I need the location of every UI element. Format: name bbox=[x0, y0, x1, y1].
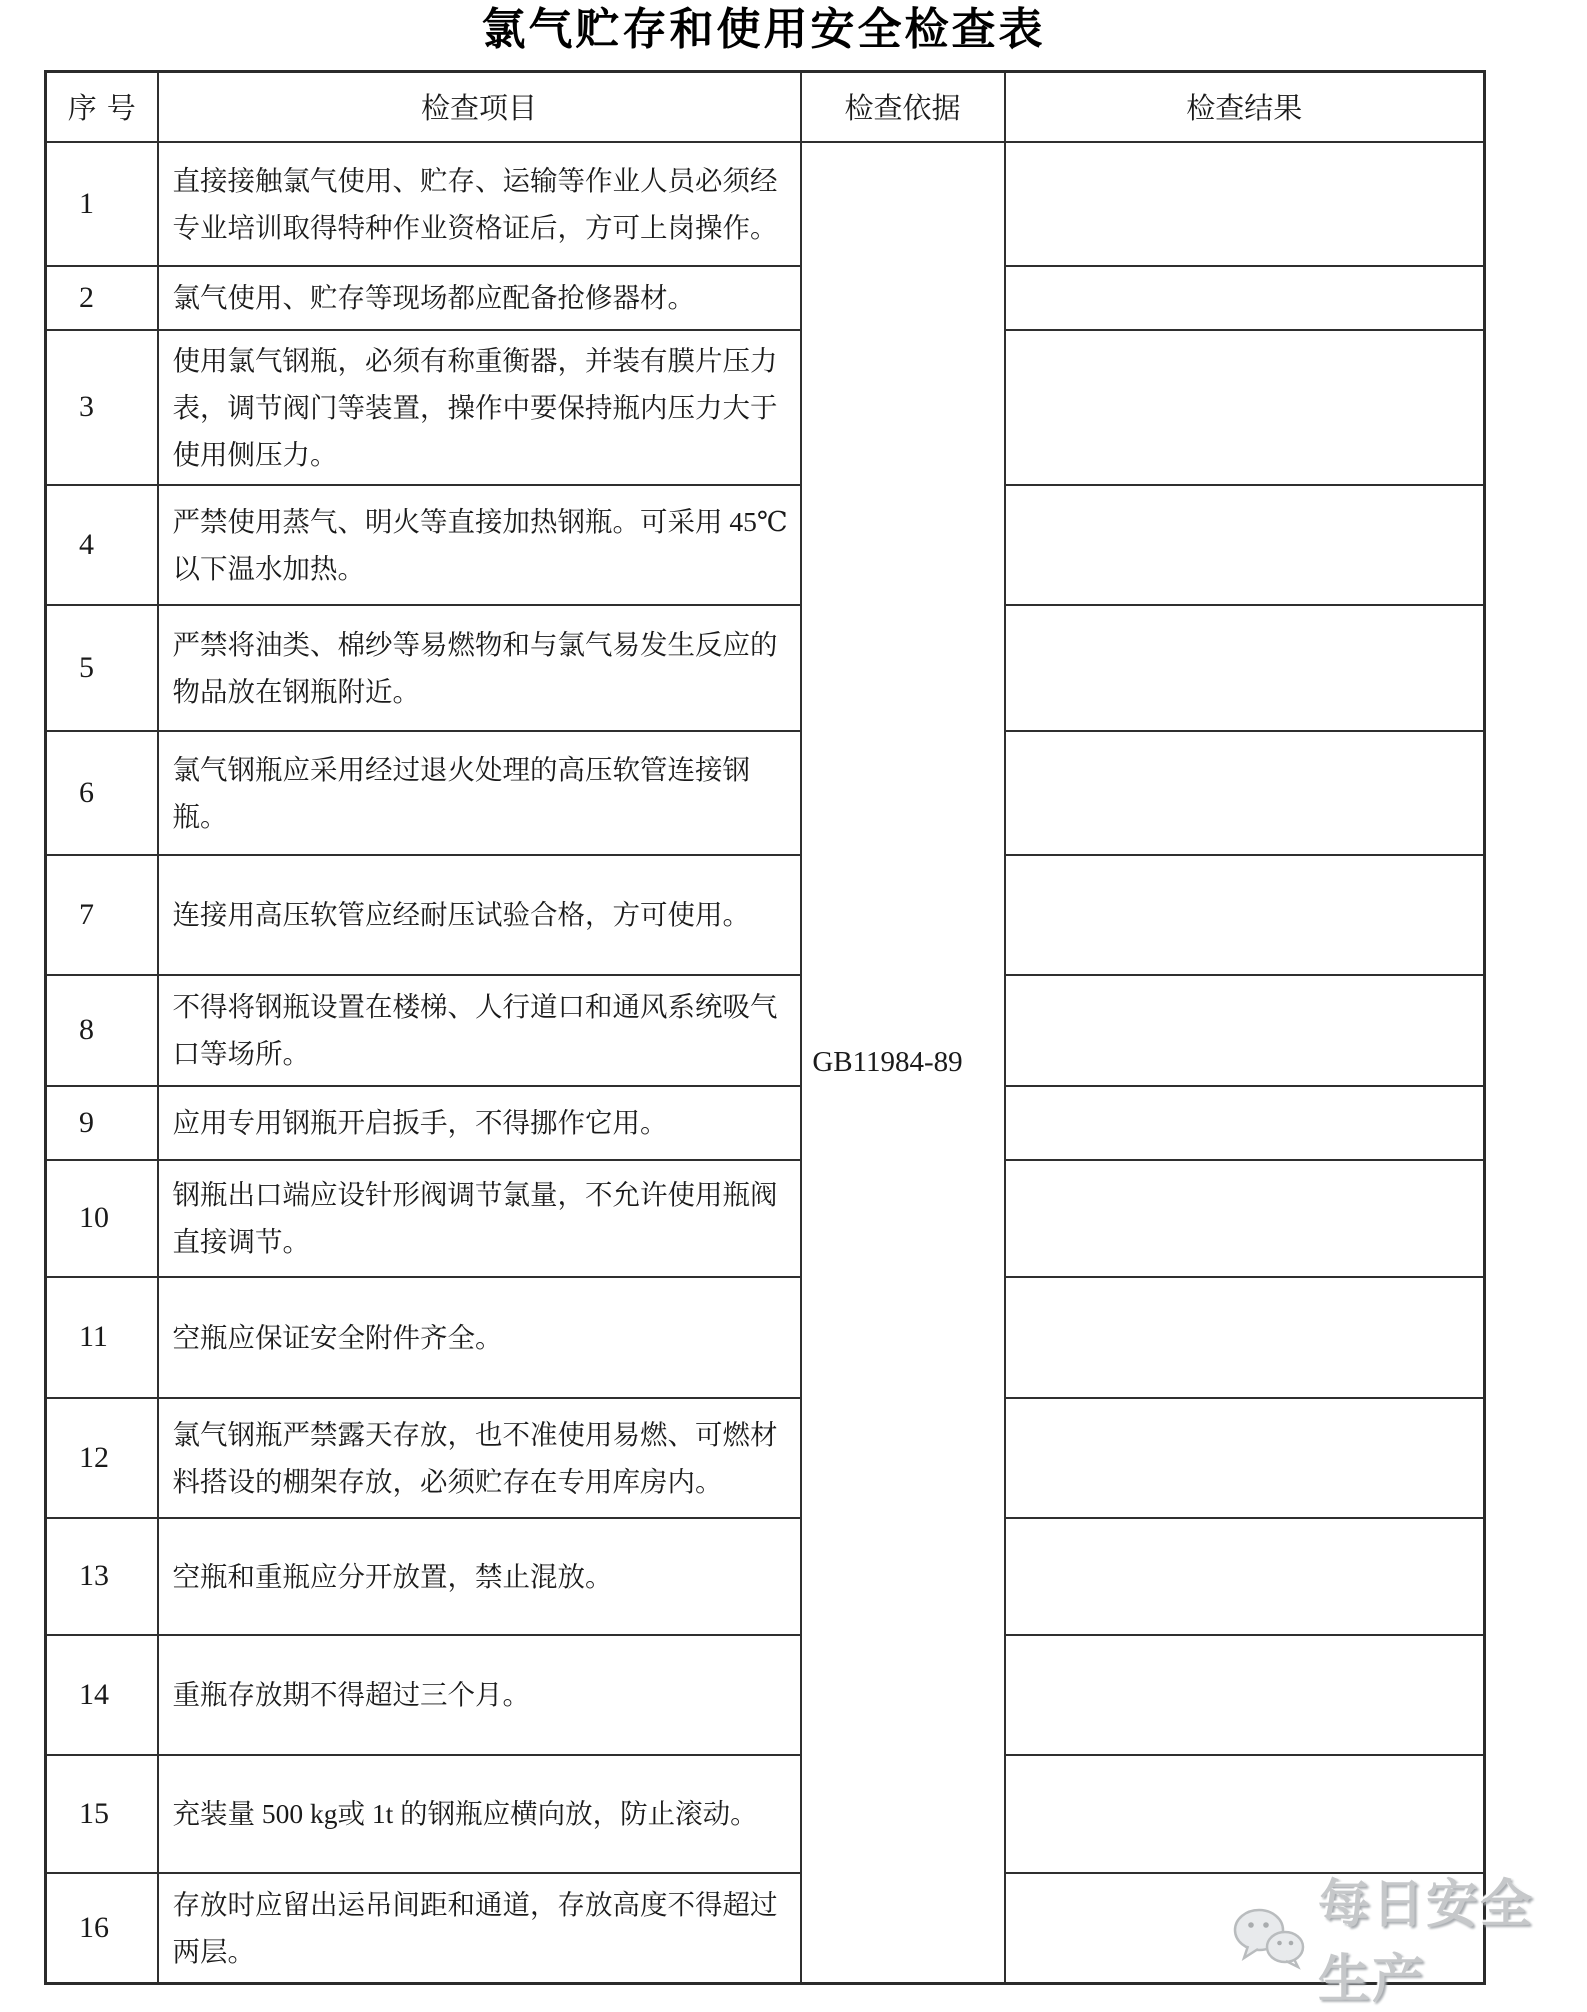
row-number-cell: 15 bbox=[46, 1755, 158, 1873]
table-row bbox=[46, 1873, 1485, 1984]
result-cell bbox=[1005, 731, 1485, 855]
table-row bbox=[46, 142, 1485, 266]
row-number-cell: 12 bbox=[46, 1398, 158, 1518]
item-text-cell: 氯气钢瓶严禁露天存放，也不准使用易燃、可燃材料搭设的棚架存放，必须贮存在专用库房内。 bbox=[158, 1398, 801, 1518]
result-cell bbox=[1005, 975, 1485, 1086]
row-number-cell: 4 bbox=[46, 485, 158, 605]
result-cell bbox=[1005, 142, 1485, 266]
result-cell bbox=[1005, 605, 1485, 731]
row-number-cell: 7 bbox=[46, 855, 158, 975]
item-text-cell: 严禁使用蒸气、明火等直接加热钢瓶。可采用 45℃以下温水加热。 bbox=[158, 485, 801, 605]
row-number-cell: 1 bbox=[46, 142, 158, 266]
table-row bbox=[46, 1277, 1485, 1398]
item-text-cell: 连接用高压软管应经耐压试验合格，方可使用。 bbox=[158, 855, 801, 975]
header-no: 序号 bbox=[46, 72, 158, 142]
header-basis: 检查依据 bbox=[801, 72, 1005, 142]
page-title: 氯气贮存和使用安全检查表 bbox=[481, 5, 1046, 54]
row-number-cell: 5 bbox=[46, 605, 158, 731]
result-cell bbox=[1005, 1277, 1485, 1398]
table-row bbox=[46, 266, 1485, 330]
table-header-row bbox=[46, 72, 1485, 142]
table-row bbox=[46, 605, 1485, 731]
item-text-cell: 空瓶应保证安全附件齐全。 bbox=[158, 1277, 801, 1398]
row-number-cell: 3 bbox=[46, 330, 158, 485]
header-result: 检查结果 bbox=[1005, 72, 1485, 142]
table-row bbox=[46, 1086, 1485, 1160]
item-text-cell: 使用氯气钢瓶，必须有称重衡器，并装有膜片压力表，调节阀门等装置，操作中要保持瓶内压力大于使用侧压力。 bbox=[158, 330, 801, 485]
result-cell bbox=[1005, 485, 1485, 605]
result-cell bbox=[1005, 1518, 1485, 1635]
item-text-cell: 空瓶和重瓶应分开放置，禁止混放。 bbox=[158, 1518, 801, 1635]
row-number-cell: 10 bbox=[46, 1160, 158, 1277]
item-text-cell: 氯气使用、贮存等现场都应配备抢修器材。 bbox=[158, 266, 801, 330]
item-text-cell: 不得将钢瓶设置在楼梯、人行道口和通风系统吸气口等场所。 bbox=[158, 975, 801, 1086]
result-cell bbox=[1005, 266, 1485, 330]
row-number-cell: 16 bbox=[46, 1873, 158, 1984]
item-text-cell: 氯气钢瓶应采用经过退火处理的高压软管连接钢瓶。 bbox=[158, 731, 801, 855]
header-item: 检查项目 bbox=[158, 72, 801, 142]
row-number-cell: 11 bbox=[46, 1277, 158, 1398]
result-cell bbox=[1005, 1635, 1485, 1755]
table-row bbox=[46, 485, 1485, 605]
inspection-table bbox=[44, 70, 1486, 1985]
row-number-cell: 2 bbox=[46, 266, 158, 330]
item-text-cell: 充装量 500 kg或 1t 的钢瓶应横向放，防止滚动。 bbox=[158, 1755, 801, 1873]
item-text-cell: 严禁将油类、棉纱等易燃物和与氯气易发生反应的物品放在钢瓶附近。 bbox=[158, 605, 801, 731]
item-text-cell: 直接接触氯气使用、贮存、运输等作业人员必须经专业培训取得特种作业资格证后，方可上岗操作。 bbox=[158, 142, 801, 266]
item-text-cell: 钢瓶出口端应设针形阀调节氯量，不允许使用瓶阀直接调节。 bbox=[158, 1160, 801, 1277]
item-text-cell: 应用专用钢瓶开启扳手，不得挪作它用。 bbox=[158, 1086, 801, 1160]
table-row bbox=[46, 731, 1485, 855]
table-row bbox=[46, 330, 1485, 485]
table-row bbox=[46, 855, 1485, 975]
row-number-cell: 13 bbox=[46, 1518, 158, 1635]
item-text-cell: 重瓶存放期不得超过三个月。 bbox=[158, 1635, 801, 1755]
table-row bbox=[46, 975, 1485, 1086]
table-row bbox=[46, 1635, 1485, 1755]
result-cell bbox=[1005, 1755, 1485, 1873]
result-cell bbox=[1005, 1873, 1485, 1984]
watermark-text: 每日安全生产 bbox=[1318, 1876, 1535, 2009]
result-cell bbox=[1005, 330, 1485, 485]
result-cell bbox=[1005, 855, 1485, 975]
table-row bbox=[46, 1518, 1485, 1635]
table-row bbox=[46, 1160, 1485, 1277]
table-row bbox=[46, 1398, 1485, 1518]
result-cell bbox=[1005, 1160, 1485, 1277]
row-number-cell: 9 bbox=[46, 1086, 158, 1160]
result-cell bbox=[1005, 1398, 1485, 1518]
item-text-cell: 存放时应留出运吊间距和通道，存放高度不得超过两层。 bbox=[158, 1873, 801, 1984]
row-number-cell: 14 bbox=[46, 1635, 158, 1755]
table-row bbox=[46, 1755, 1485, 1873]
basis-cell: GB11984-89 bbox=[801, 142, 1005, 1984]
result-cell bbox=[1005, 1086, 1485, 1160]
row-number-cell: 6 bbox=[46, 731, 158, 855]
row-number-cell: 8 bbox=[46, 975, 158, 1086]
